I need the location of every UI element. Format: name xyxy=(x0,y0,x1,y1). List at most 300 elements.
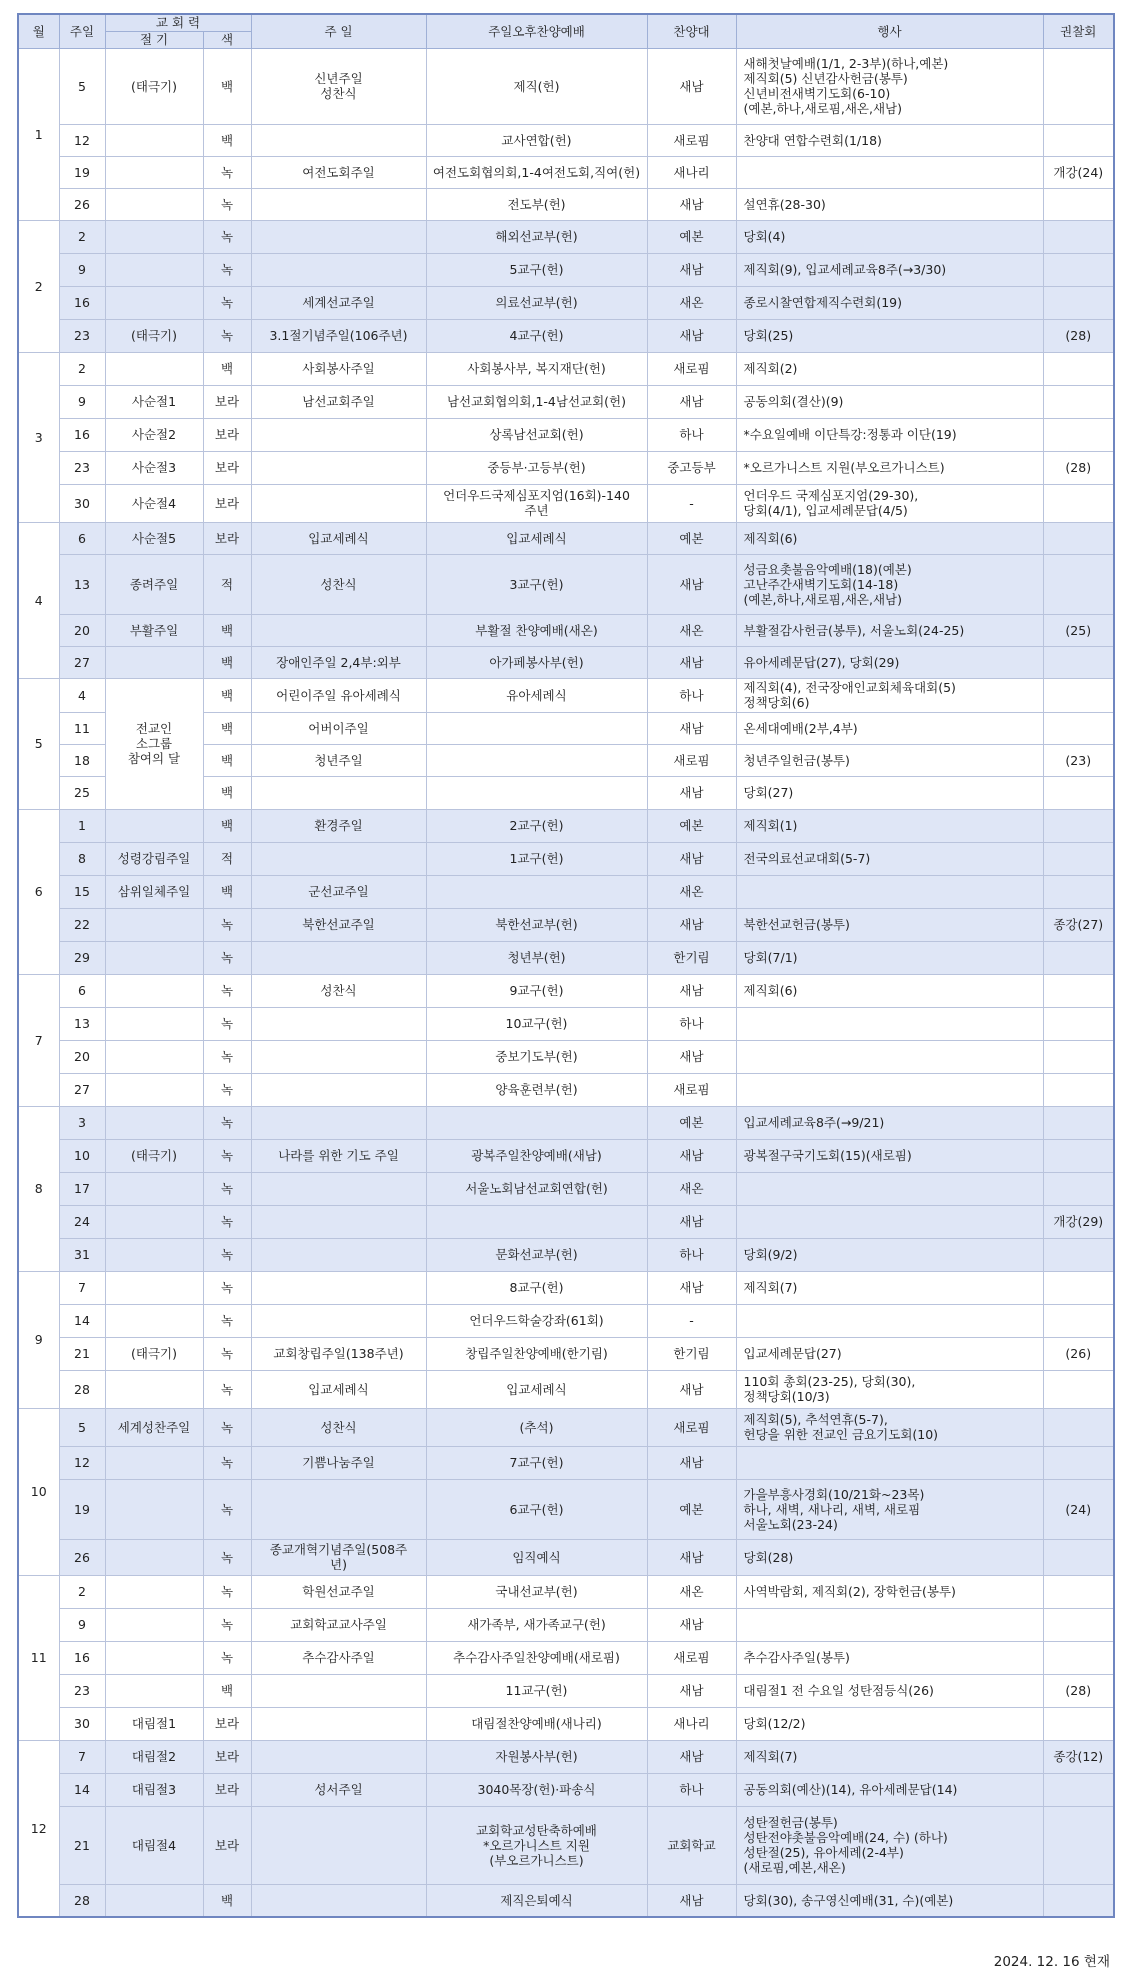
color-cell: 녹 xyxy=(203,1479,251,1539)
sunday-date: 20 xyxy=(59,1040,105,1073)
season-cell xyxy=(105,1479,203,1539)
color-cell: 백 xyxy=(203,1674,251,1707)
exhort-cell: 종강(27) xyxy=(1043,908,1114,941)
season-cell xyxy=(105,1073,203,1106)
header-events: 행사 xyxy=(736,14,1043,48)
sunday-date: 14 xyxy=(59,1773,105,1806)
season-cell xyxy=(105,908,203,941)
events-cell: 부활절감사헌금(봉투), 서울노회(24-25) xyxy=(736,614,1043,646)
season-cell xyxy=(105,1608,203,1641)
season-cell: 대림절3 xyxy=(105,1773,203,1806)
color-cell: 녹 xyxy=(203,286,251,319)
table-row xyxy=(18,188,1114,220)
worship-cell: 제직은퇴예식 xyxy=(426,1884,647,1917)
theme-cell xyxy=(251,1040,426,1073)
choir-cell: 새남 xyxy=(647,908,736,941)
worship-cell: 의료선교부(헌) xyxy=(426,286,647,319)
worship-cell: 8교구(헌) xyxy=(426,1271,647,1304)
exhort-cell xyxy=(1043,1139,1114,1172)
choir-cell: 한기림 xyxy=(647,1337,736,1370)
sunday-date: 16 xyxy=(59,1641,105,1674)
exhort-cell xyxy=(1043,1806,1114,1884)
header-church-calendar: 교 회 력 xyxy=(105,14,251,31)
worship-cell: 언더우드학술강좌(61회) xyxy=(426,1304,647,1337)
choir-cell: 새남 xyxy=(647,188,736,220)
sunday-date: 26 xyxy=(59,188,105,220)
season-cell xyxy=(105,1172,203,1205)
season-cell: (태극기) xyxy=(105,1139,203,1172)
events-cell xyxy=(736,1007,1043,1040)
table-row xyxy=(18,1007,1114,1040)
theme-cell xyxy=(251,1007,426,1040)
events-cell: 제직회(5), 추석연휴(5-7), 헌당을 위한 전교인 금요기도회(10) xyxy=(736,1408,1043,1446)
month-cell: 9 xyxy=(18,1271,59,1408)
events-cell xyxy=(736,1446,1043,1479)
sunday-date: 13 xyxy=(59,554,105,614)
color-cell: 녹 xyxy=(203,1238,251,1271)
choir-cell: 새남 xyxy=(647,1205,736,1238)
exhort-cell: (28) xyxy=(1043,1674,1114,1707)
theme-cell: 환경주일 xyxy=(251,809,426,842)
worship-cell: 3교구(헌) xyxy=(426,554,647,614)
table-row xyxy=(18,124,1114,156)
exhort-cell xyxy=(1043,286,1114,319)
color-cell: 녹 xyxy=(203,253,251,286)
table-row xyxy=(18,1446,1114,1479)
annual-schedule xyxy=(17,13,1113,1918)
worship-cell: 상록남선교회(헌) xyxy=(426,418,647,451)
theme-cell: 북한선교주일 xyxy=(251,908,426,941)
theme-cell xyxy=(251,220,426,253)
sunday-date: 27 xyxy=(59,1073,105,1106)
table-row xyxy=(18,156,1114,188)
events-cell: 광복절구국기도회(15)(새로핌) xyxy=(736,1139,1043,1172)
color-cell: 녹 xyxy=(203,188,251,220)
table-row xyxy=(18,1884,1114,1917)
color-cell: 적 xyxy=(203,554,251,614)
sunday-date: 7 xyxy=(59,1740,105,1773)
events-cell: 새해첫날예배(1/1, 2-3부)(하나,예본) 제직회(5) 신년감사헌금(봉투) 신년비전새벽기도회(6-10) (예본,하나,새로핌,새온,새남) xyxy=(736,48,1043,124)
color-cell: 백 xyxy=(203,678,251,712)
choir-cell: 새남 xyxy=(647,1674,736,1707)
choir-cell: 새온 xyxy=(647,614,736,646)
events-cell: 제직회(6) xyxy=(736,522,1043,554)
color-cell: 녹 xyxy=(203,1641,251,1674)
color-cell: 녹 xyxy=(203,319,251,352)
color-cell: 녹 xyxy=(203,1271,251,1304)
events-cell: 찬양대 연합수련회(1/18) xyxy=(736,124,1043,156)
exhort-cell xyxy=(1043,48,1114,124)
color-cell: 보라 xyxy=(203,451,251,484)
events-cell: 제직회(2) xyxy=(736,352,1043,385)
color-cell: 녹 xyxy=(203,1408,251,1446)
choir-cell: 새남 xyxy=(647,842,736,875)
header-exhortation: 권찰회 xyxy=(1043,14,1114,48)
exhort-cell: (28) xyxy=(1043,451,1114,484)
season-cell xyxy=(105,1238,203,1271)
season-cell: 대림절1 xyxy=(105,1707,203,1740)
table-row xyxy=(18,1106,1114,1139)
events-cell: 사역박람회, 제직회(2), 장학헌금(봉투) xyxy=(736,1575,1043,1608)
color-cell: 녹 xyxy=(203,1539,251,1575)
theme-cell xyxy=(251,1740,426,1773)
events-cell: 입교세례교육8주(→9/21) xyxy=(736,1106,1043,1139)
table-row xyxy=(18,809,1114,842)
table-row xyxy=(18,1806,1114,1884)
color-cell: 보라 xyxy=(203,1740,251,1773)
exhort-cell xyxy=(1043,941,1114,974)
exhort-cell: (23) xyxy=(1043,744,1114,776)
events-cell: 설연휴(28-30) xyxy=(736,188,1043,220)
color-cell: 백 xyxy=(203,48,251,124)
choir-cell: 새남 xyxy=(647,1370,736,1408)
theme-cell xyxy=(251,1271,426,1304)
color-cell: 녹 xyxy=(203,1337,251,1370)
events-cell: 온세대예배(2부,4부) xyxy=(736,712,1043,744)
events-cell: 당회(12/2) xyxy=(736,1707,1043,1740)
sunday-date: 6 xyxy=(59,522,105,554)
events-cell xyxy=(736,1172,1043,1205)
exhort-cell xyxy=(1043,842,1114,875)
season-cell: 사순절2 xyxy=(105,418,203,451)
color-cell: 백 xyxy=(203,809,251,842)
season-cell xyxy=(105,1040,203,1073)
worship-cell: 6교구(헌) xyxy=(426,1479,647,1539)
choir-cell: 하나 xyxy=(647,1238,736,1271)
sunday-date: 14 xyxy=(59,1304,105,1337)
choir-cell: 예본 xyxy=(647,220,736,253)
season-cell xyxy=(105,286,203,319)
sunday-date: 11 xyxy=(59,712,105,744)
table-row xyxy=(18,1773,1114,1806)
exhort-cell: (26) xyxy=(1043,1337,1114,1370)
sunday-date: 30 xyxy=(59,484,105,522)
header-season: 절 기 xyxy=(105,31,203,48)
worship-cell: 임직예식 xyxy=(426,1539,647,1575)
header-month: 월 xyxy=(18,14,59,48)
color-cell: 보라 xyxy=(203,1773,251,1806)
worship-cell: 해외선교부(헌) xyxy=(426,220,647,253)
month-cell: 2 xyxy=(18,220,59,352)
worship-cell: 자원봉사부(헌) xyxy=(426,1740,647,1773)
table-row xyxy=(18,1238,1114,1271)
events-cell: 청년주일헌금(봉투) xyxy=(736,744,1043,776)
exhort-cell xyxy=(1043,1707,1114,1740)
choir-cell: 새남 xyxy=(647,974,736,1007)
sunday-date: 18 xyxy=(59,744,105,776)
theme-cell: 입교세례식 xyxy=(251,522,426,554)
worship-cell: 추수감사주일찬양예배(새로핌) xyxy=(426,1641,647,1674)
exhort-cell xyxy=(1043,1304,1114,1337)
worship-cell: 교사연합(헌) xyxy=(426,124,647,156)
exhort-cell xyxy=(1043,1773,1114,1806)
color-cell: 녹 xyxy=(203,1446,251,1479)
worship-cell: 3040목장(헌)·파송식 xyxy=(426,1773,647,1806)
sunday-date: 31 xyxy=(59,1238,105,1271)
events-cell: 당회(30), 송구영신예배(31, 수)(예본) xyxy=(736,1884,1043,1917)
color-cell: 보라 xyxy=(203,1806,251,1884)
header-afternoon-worship: 주일오후찬양예배 xyxy=(426,14,647,48)
season-cell: 종려주일 xyxy=(105,554,203,614)
events-cell xyxy=(736,1205,1043,1238)
sunday-date: 12 xyxy=(59,1446,105,1479)
season-cell: 사순절4 xyxy=(105,484,203,522)
sunday-date: 21 xyxy=(59,1806,105,1884)
exhort-cell: 개강(29) xyxy=(1043,1205,1114,1238)
table-row xyxy=(18,418,1114,451)
color-cell: 녹 xyxy=(203,1007,251,1040)
table-row xyxy=(18,1139,1114,1172)
choir-cell: 새남 xyxy=(647,1040,736,1073)
sunday-date: 28 xyxy=(59,1884,105,1917)
worship-cell: 창립주일찬양예배(한기림) xyxy=(426,1337,647,1370)
worship-cell: 양육훈련부(헌) xyxy=(426,1073,647,1106)
season-cell xyxy=(105,1575,203,1608)
choir-cell: 새로핌 xyxy=(647,1408,736,1446)
theme-cell xyxy=(251,1238,426,1271)
season-cell xyxy=(105,809,203,842)
as-of-date: 2024. 12. 16 현재 xyxy=(993,1954,1110,1970)
theme-cell xyxy=(251,941,426,974)
worship-cell: 북한선교부(헌) xyxy=(426,908,647,941)
choir-cell: 새로핌 xyxy=(647,352,736,385)
season-cell: 세계성찬주일 xyxy=(105,1408,203,1446)
table-row xyxy=(18,484,1114,522)
sunday-date: 1 xyxy=(59,809,105,842)
worship-cell: 사회봉사부, 복지재단(헌) xyxy=(426,352,647,385)
theme-cell xyxy=(251,842,426,875)
table-row xyxy=(18,1172,1114,1205)
color-cell: 보라 xyxy=(203,385,251,418)
sunday-date: 27 xyxy=(59,646,105,678)
worship-cell: 여전도회협의회,1-4여전도회,직여(헌) xyxy=(426,156,647,188)
exhort-cell xyxy=(1043,188,1114,220)
events-cell: 제직회(4), 전국장애인교회체육대회(5) 정책당회(6) xyxy=(736,678,1043,712)
exhort-cell xyxy=(1043,1073,1114,1106)
season-cell xyxy=(105,352,203,385)
table-row xyxy=(18,1479,1114,1539)
events-cell: 110회 총회(23-25), 당회(30), 정책당회(10/3) xyxy=(736,1370,1043,1408)
events-cell: 당회(27) xyxy=(736,776,1043,809)
exhort-cell xyxy=(1043,1641,1114,1674)
season-cell xyxy=(105,1539,203,1575)
season-cell xyxy=(105,1641,203,1674)
worship-cell: 10교구(헌) xyxy=(426,1007,647,1040)
month-cell: 12 xyxy=(18,1740,59,1917)
table-row xyxy=(18,974,1114,1007)
season-cell xyxy=(105,974,203,1007)
season-cell xyxy=(105,1271,203,1304)
season-cell: 성령강림주일 xyxy=(105,842,203,875)
sunday-date: 19 xyxy=(59,1479,105,1539)
color-cell: 녹 xyxy=(203,941,251,974)
table-row xyxy=(18,1707,1114,1740)
theme-cell: 성찬식 xyxy=(251,554,426,614)
season-cell xyxy=(105,1370,203,1408)
sunday-date: 24 xyxy=(59,1205,105,1238)
choir-cell: 예본 xyxy=(647,1106,736,1139)
sunday-date: 9 xyxy=(59,253,105,286)
sunday-date: 29 xyxy=(59,941,105,974)
worship-cell: 입교세례식 xyxy=(426,1370,647,1408)
table-row xyxy=(18,220,1114,253)
choir-cell: 새남 xyxy=(647,319,736,352)
color-cell: 녹 xyxy=(203,974,251,1007)
sunday-date: 21 xyxy=(59,1337,105,1370)
table-row xyxy=(18,1740,1114,1773)
choir-cell: 새남 xyxy=(647,253,736,286)
color-cell: 백 xyxy=(203,712,251,744)
events-cell: 대림절1 전 수요일 성탄점등식(26) xyxy=(736,1674,1043,1707)
color-cell: 녹 xyxy=(203,1040,251,1073)
sunday-date: 7 xyxy=(59,1271,105,1304)
schedule-body xyxy=(18,48,1114,1917)
sunday-date: 23 xyxy=(59,451,105,484)
table-row xyxy=(18,908,1114,941)
choir-cell: 하나 xyxy=(647,1007,736,1040)
exhort-cell xyxy=(1043,124,1114,156)
events-cell: 제직회(7) xyxy=(736,1740,1043,1773)
theme-cell xyxy=(251,1674,426,1707)
theme-cell: 학원선교주일 xyxy=(251,1575,426,1608)
table-row xyxy=(18,1641,1114,1674)
worship-cell xyxy=(426,776,647,809)
color-cell: 녹 xyxy=(203,156,251,188)
worship-cell xyxy=(426,712,647,744)
choir-cell: 새로핌 xyxy=(647,124,736,156)
events-cell xyxy=(736,1073,1043,1106)
table-row xyxy=(18,1337,1114,1370)
table-row xyxy=(18,875,1114,908)
season-cell: 대림절2 xyxy=(105,1740,203,1773)
choir-cell: 새남 xyxy=(647,385,736,418)
sunday-date: 22 xyxy=(59,908,105,941)
choir-cell: 새남 xyxy=(647,1271,736,1304)
worship-cell: 5교구(헌) xyxy=(426,253,647,286)
worship-cell: 11교구(헌) xyxy=(426,1674,647,1707)
choir-cell: 새나리 xyxy=(647,1707,736,1740)
table-row xyxy=(18,48,1114,124)
choir-cell: 새나리 xyxy=(647,156,736,188)
events-cell: 제직회(1) xyxy=(736,809,1043,842)
exhort-cell xyxy=(1043,352,1114,385)
sunday-date: 8 xyxy=(59,842,105,875)
season-cell xyxy=(105,253,203,286)
theme-cell xyxy=(251,1106,426,1139)
season-cell xyxy=(105,1106,203,1139)
sunday-date: 16 xyxy=(59,418,105,451)
theme-cell: 3.1절기념주일(106주년) xyxy=(251,319,426,352)
season-cell xyxy=(105,646,203,678)
exhort-cell xyxy=(1043,1608,1114,1641)
choir-cell: - xyxy=(647,484,736,522)
choir-cell: 새남 xyxy=(647,646,736,678)
exhort-cell xyxy=(1043,875,1114,908)
exhort-cell xyxy=(1043,385,1114,418)
theme-cell: 어린이주일 유아세례식 xyxy=(251,678,426,712)
worship-cell xyxy=(426,1106,647,1139)
worship-cell: 국내선교부(헌) xyxy=(426,1575,647,1608)
events-cell xyxy=(736,875,1043,908)
choir-cell: 새남 xyxy=(647,1608,736,1641)
choir-cell: 새로핌 xyxy=(647,744,736,776)
season-cell xyxy=(105,220,203,253)
choir-cell: 교회학교 xyxy=(647,1806,736,1884)
table-row xyxy=(18,253,1114,286)
exhort-cell xyxy=(1043,1238,1114,1271)
theme-cell: 장애인주일 2,4부:외부 xyxy=(251,646,426,678)
sunday-date: 9 xyxy=(59,1608,105,1641)
season-cell: (태극기) xyxy=(105,48,203,124)
worship-cell: 아가페봉사부(헌) xyxy=(426,646,647,678)
month-cell: 7 xyxy=(18,974,59,1106)
choir-cell: 중고등부 xyxy=(647,451,736,484)
schedule-table xyxy=(17,13,1115,1918)
sunday-date: 26 xyxy=(59,1539,105,1575)
theme-cell: 나라를 위한 기도 주일 xyxy=(251,1139,426,1172)
theme-cell: 성찬식 xyxy=(251,1408,426,1446)
choir-cell: 새남 xyxy=(647,554,736,614)
events-cell: 당회(25) xyxy=(736,319,1043,352)
choir-cell: 새남 xyxy=(647,1446,736,1479)
exhort-cell xyxy=(1043,1575,1114,1608)
events-cell: 공동의회(결산)(9) xyxy=(736,385,1043,418)
table-row xyxy=(18,286,1114,319)
color-cell: 녹 xyxy=(203,1106,251,1139)
sunday-date: 5 xyxy=(59,48,105,124)
table-row xyxy=(18,1040,1114,1073)
color-cell: 녹 xyxy=(203,908,251,941)
table-row xyxy=(18,451,1114,484)
sunday-date: 4 xyxy=(59,678,105,712)
theme-cell: 성찬식 xyxy=(251,974,426,1007)
worship-cell: 교회학교성탄축하예배 *오르가니스트 지원 (부오르가니스트) xyxy=(426,1806,647,1884)
theme-cell: 여전도회주일 xyxy=(251,156,426,188)
theme-cell: 추수감사주일 xyxy=(251,1641,426,1674)
events-cell xyxy=(736,1040,1043,1073)
season-cell: (태극기) xyxy=(105,319,203,352)
choir-cell: 새남 xyxy=(647,1884,736,1917)
season-cell xyxy=(105,1884,203,1917)
theme-cell: 신년주일 성찬식 xyxy=(251,48,426,124)
table-row xyxy=(18,1408,1114,1446)
choir-cell: 한기림 xyxy=(647,941,736,974)
table-row xyxy=(18,941,1114,974)
sunday-date: 20 xyxy=(59,614,105,646)
theme-cell: 남선교회주일 xyxy=(251,385,426,418)
worship-cell: 부활절 찬양예배(새온) xyxy=(426,614,647,646)
season-cell xyxy=(105,124,203,156)
worship-cell xyxy=(426,875,647,908)
exhort-cell xyxy=(1043,1446,1114,1479)
sunday-date: 10 xyxy=(59,1139,105,1172)
color-cell: 백 xyxy=(203,1884,251,1917)
color-cell: 보라 xyxy=(203,522,251,554)
sunday-date: 2 xyxy=(59,352,105,385)
events-cell xyxy=(736,1608,1043,1641)
table-row xyxy=(18,1205,1114,1238)
choir-cell: 하나 xyxy=(647,678,736,712)
sunday-date: 30 xyxy=(59,1707,105,1740)
exhort-cell: (24) xyxy=(1043,1479,1114,1539)
color-cell: 녹 xyxy=(203,220,251,253)
worship-cell: 중보기도부(헌) xyxy=(426,1040,647,1073)
color-cell: 백 xyxy=(203,744,251,776)
theme-cell: 군선교주일 xyxy=(251,875,426,908)
month-cell: 3 xyxy=(18,352,59,522)
theme-cell xyxy=(251,451,426,484)
theme-cell xyxy=(251,1205,426,1238)
